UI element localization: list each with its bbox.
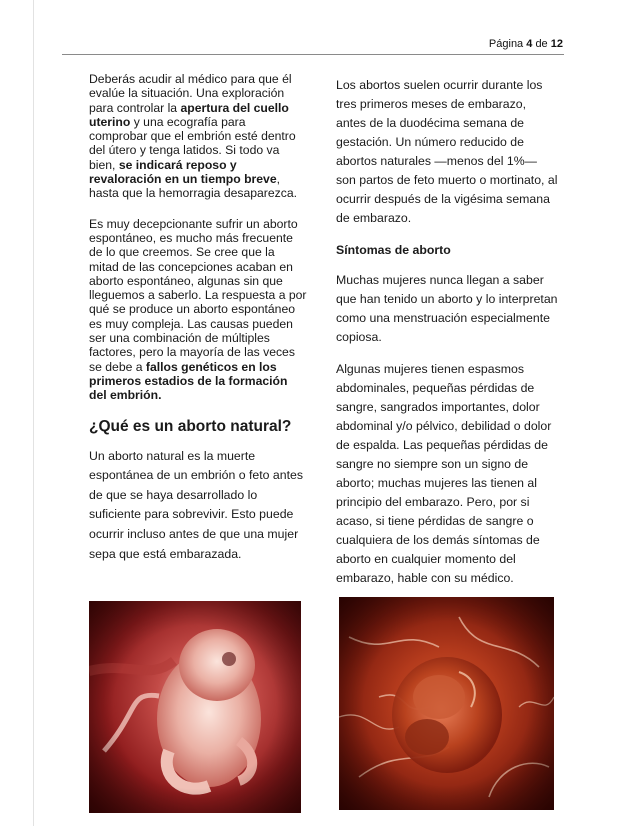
header-rule bbox=[62, 54, 564, 55]
text-run: Deberás acudir al médico para que él evalúe la situación. Una exploración para controlar la bbox=[89, 72, 292, 115]
current-page-number: 4 bbox=[526, 38, 533, 50]
total-pages-number: 12 bbox=[550, 38, 563, 50]
left-paragraph-3: Un aborto natural es la muerte espontánea de un embrión o feto antes de que se haya desarrollado lo suficiente para sobrevivir. Esto puede ocurrir incluso antes de que una mujer sepa que está embarazada. bbox=[89, 448, 303, 561]
embryo-photo bbox=[89, 601, 301, 813]
page-prefix: Página bbox=[488, 38, 524, 50]
bold-text-run: apertura del cuello uterino bbox=[89, 100, 289, 129]
fetus-illustration bbox=[339, 597, 554, 810]
section-heading-sintomas: Síntomas de aborto bbox=[336, 243, 451, 257]
bold-text-run: se indicará reposo y revaloración en un tiempo breve bbox=[89, 157, 277, 187]
section-heading-aborto-natural: ¿Qué es un aborto natural? bbox=[89, 417, 292, 435]
page-of-label: de bbox=[535, 38, 548, 50]
left-paragraph-1 bbox=[89, 72, 307, 201]
embryo-illustration bbox=[89, 601, 301, 813]
page-number bbox=[489, 38, 563, 50]
left-column bbox=[89, 72, 307, 564]
right-column bbox=[336, 76, 558, 588]
text-run: Es muy decepcionante sufrir un aborto espontáneo, es mucho más frecuente de lo que creemos. Se cree que la mitad de las concepciones acaban en aborto espontáneo, algunas sin que lleguemos a saberlo. La respuesta a por qué se produce un aborto espontáneo es muy compleja. Las causas pueden ser una combinación de múltiples factores, pero la mayoría de las veces se debe a bbox=[89, 216, 307, 374]
page-edge-line bbox=[33, 0, 34, 826]
text-run: , hasta que la hemorragia desaparezca. bbox=[89, 172, 297, 201]
text-run: y una ecografía para comprobar que el embrión esté dentro del útero y tenga latidos. Si todo va bien, bbox=[89, 114, 296, 172]
right-paragraph-3: Algunas mujeres tienen espasmos abdominales, pequeñas pérdidas de sangre, sangrados importantes, dolor abdominal y/o pélvico, debilidad o dolor de espalda. Las pequeñas pérdidas de sangre no siempre son un signo de aborto; muchas mujeres las tienen al principio del embarazo. Pero, por si acaso, si tiene pérdidas de sangre o cualquiera de los demás síntomas de aborto en cualquier momento del embarazo, hable con su médico. bbox=[336, 362, 552, 585]
fetus-in-sac-photo bbox=[339, 597, 554, 810]
right-paragraph-1: Los abortos suelen ocurrir durante los tres primeros meses de embarazo, antes de la duodécima semana de gestación. Un número reducido de abortos naturales —menos del 1%— son partos de feto muerto o mortinato, al ocurrir después de la vigésima semana de embarazo. bbox=[336, 78, 558, 225]
bold-text-run: fallos genéticos en los primeros estadios de la formación del embrión. bbox=[89, 359, 288, 403]
right-paragraph-2: Muchas mujeres nunca llegan a saber que han tenido un aborto y lo interpretan como una menstruación especialmente copiosa. bbox=[336, 273, 558, 344]
left-paragraph-2 bbox=[89, 217, 307, 403]
